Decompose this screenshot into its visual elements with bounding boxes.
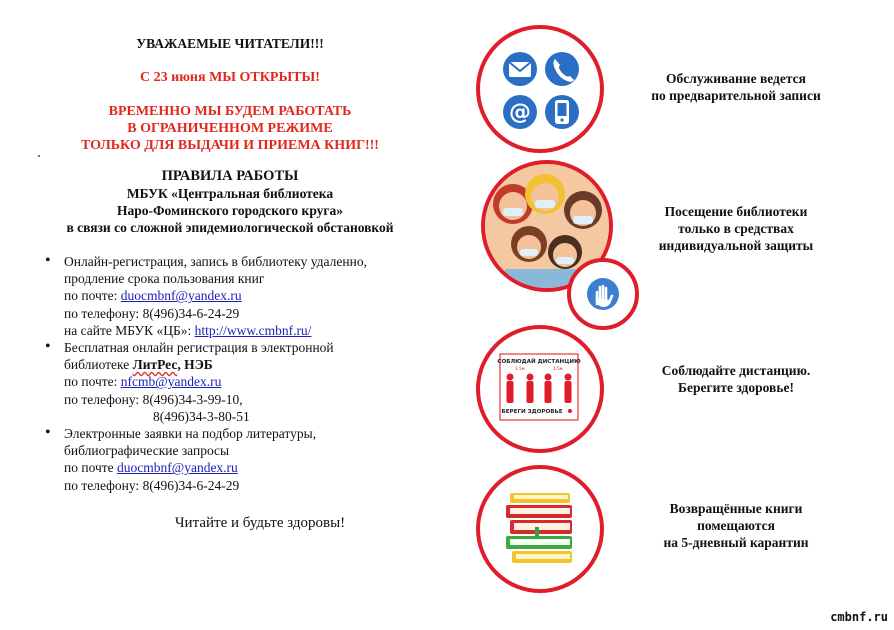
distance-sign	[476, 325, 604, 453]
email-line	[64, 373, 445, 390]
envelope-icon	[503, 52, 537, 86]
item-text: • Электронные заявки на подбор литературы,	[64, 426, 317, 442]
list-item	[45, 425, 445, 494]
quarantine-note	[626, 500, 846, 551]
opening-date-heading: С 23 июня МЫ ОТКРЫТЫ!	[140, 70, 320, 85]
note-line: помещаются	[697, 518, 775, 533]
phone-number-2: 8(496)34-3-80-51	[153, 408, 250, 424]
rules-title: ПРАВИЛА РАБОТЫ	[161, 168, 299, 184]
note-line: индивидуальной защиты	[658, 238, 814, 253]
email-link[interactable]: duocmbnf@yandex.ru	[120, 288, 242, 304]
ppe-note	[626, 203, 846, 254]
gap-label: 1.5м	[553, 366, 563, 371]
stray-dot	[38, 155, 40, 157]
note-line: по предварительной записи	[651, 88, 821, 103]
stack-of-books-icon	[476, 465, 604, 593]
contact-icons-circle	[476, 25, 604, 153]
appointment-note	[626, 70, 846, 104]
email-label: по почте:	[64, 374, 121, 390]
rules-heading	[10, 168, 450, 236]
item-text: продление срока пользования книг	[64, 271, 265, 287]
distance-note	[626, 362, 846, 396]
site-line	[64, 322, 445, 339]
library-prefix: библиотеке	[64, 357, 133, 373]
phone-label: по телефону:	[64, 305, 143, 321]
limited-line: ВРЕМЕННО МЫ БУДЕМ РАБОТАТЬ	[108, 104, 352, 119]
limited-mode-notice	[10, 103, 450, 154]
email-link[interactable]: nfcmb@yandex.ru	[120, 374, 222, 390]
note-line: Посещение библиотеки	[664, 204, 808, 219]
litres-name: ЛитРес	[132, 357, 178, 373]
email-line	[64, 459, 445, 476]
rules-context: в связи со сложной эпидемиологической обстановкой	[66, 220, 394, 235]
phone-number: 8(496)34-6-24-29	[142, 477, 240, 493]
note-line: Возвращённые книги	[669, 501, 803, 516]
library-line	[64, 356, 445, 373]
limited-line: ТОЛЬКО ДЛЯ ВЫДАЧИ И ПРИЕМА КНИГ!!!	[81, 138, 379, 153]
list-item	[45, 339, 445, 425]
svg-text:@: @	[509, 100, 531, 125]
site-watermark: cmbnf.ru	[830, 610, 888, 624]
phone-label: по телефону:	[64, 391, 143, 407]
email-line	[64, 287, 445, 304]
phone-line	[64, 391, 445, 408]
note-line: на 5-дневный карантин	[663, 535, 809, 550]
note-line: Обслуживание ведется	[666, 71, 806, 86]
limited-line: В ОГРАНИЧЕННОМ РЕЖИМЕ	[127, 121, 333, 136]
mobile-icon	[545, 95, 579, 129]
list-item	[45, 253, 445, 339]
phone-label: по телефону:	[64, 477, 143, 493]
phone-number: 8(496)34-3-99-10,	[142, 391, 243, 407]
rules-district: Наро-Фоминского городского круга»	[116, 203, 344, 218]
item-text: • Онлайн-регистрация, запись в библиотеку удаленно,	[64, 254, 367, 269]
phone-line	[64, 305, 445, 322]
note-line: только в средствах	[678, 221, 794, 236]
email-link[interactable]: duocmbnf@yandex.ru	[117, 460, 238, 476]
phone-number: 8(496)34-6-24-29	[142, 305, 240, 321]
phone-icon	[545, 52, 579, 86]
site-label: на сайте МБУК «ЦБ»:	[64, 322, 195, 338]
gap-label: 1.5м	[515, 366, 525, 371]
note-line: Берегите здоровье!	[678, 380, 794, 395]
neb-name: , НЭБ	[177, 357, 213, 373]
sign-bottom-text: БЕРЕГИ ЗДОРОВЬЕ	[501, 409, 563, 415]
phone-line	[64, 477, 445, 494]
email-label: по почте:	[64, 288, 121, 304]
greeting-heading: УВАЖАЕМЫЕ ЧИТАТЕЛИ!!!	[136, 36, 324, 51]
closing-wish: Читайте и будьте здоровы!	[174, 515, 346, 531]
sign-top-text: СОБЛЮДАЙ ДИСТАНЦИЮ	[497, 359, 581, 365]
site-link[interactable]: http://www.cmbnf.ru/	[194, 322, 312, 338]
services-list	[45, 253, 445, 494]
item-text: библиографические запросы	[64, 443, 230, 459]
item-text: • Бесплатная онлайн регистрация в электронной	[64, 340, 334, 356]
email-label: по почте	[64, 460, 118, 476]
at-sign-icon	[503, 95, 537, 129]
rules-org: МБУК «Центральная библиотека	[126, 186, 334, 201]
stop-hand-icon	[567, 258, 639, 330]
note-line: Соблюдайте дистанцию.	[661, 363, 811, 378]
